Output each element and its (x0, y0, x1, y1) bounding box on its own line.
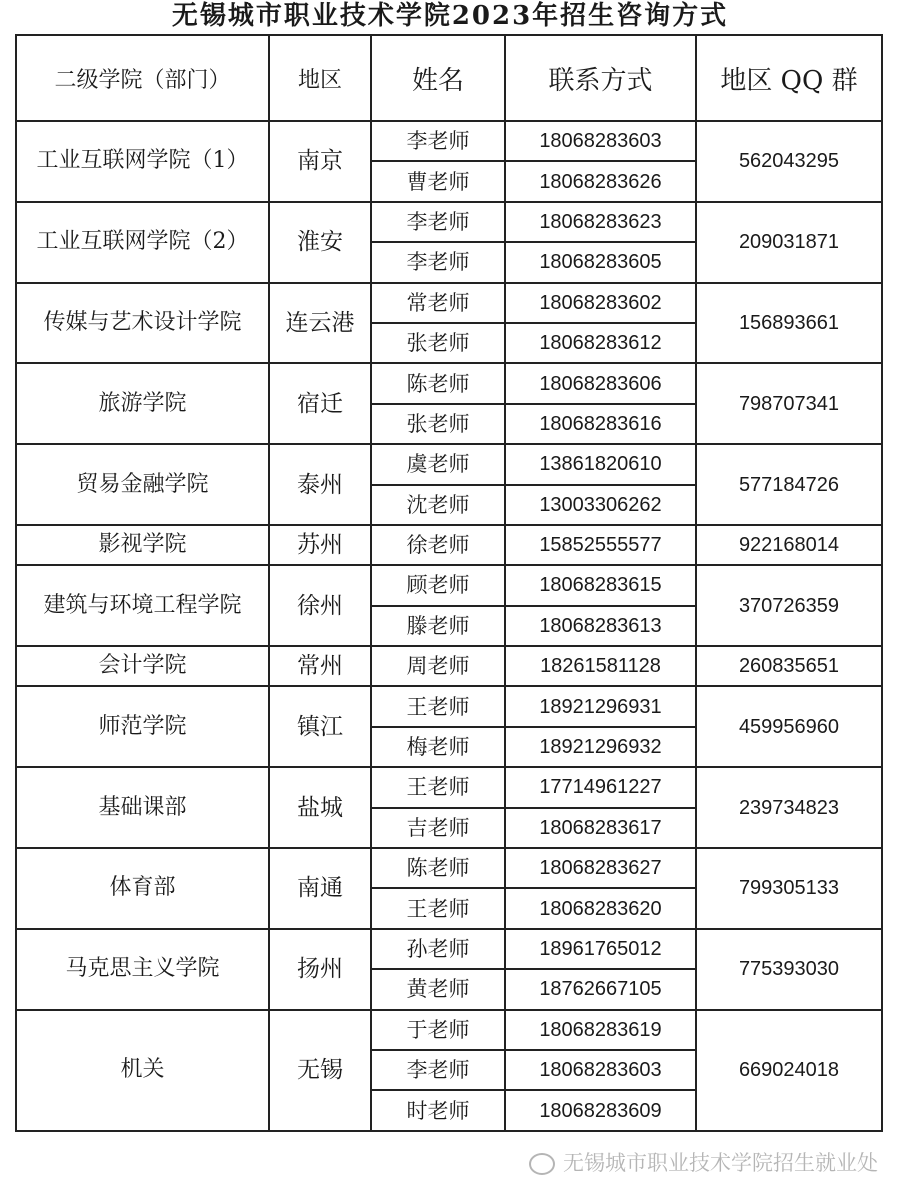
teacher-name-cell: 陈老师 (371, 848, 505, 888)
region-cell: 徐州 (269, 565, 371, 646)
document-title: 无锡城市职业技术学院2023年招生咨询方式 (171, 1, 729, 31)
region-cell: 淮安 (269, 202, 371, 283)
phone-cell: 18961765012 (505, 929, 696, 969)
phone-cell: 18068283612 (505, 323, 696, 363)
qq-group-cell: 562043295 (696, 121, 882, 202)
teacher-name-cell: 张老师 (371, 404, 505, 444)
phone-cell: 13003306262 (505, 485, 696, 525)
region-cell: 宿迁 (269, 363, 371, 444)
teacher-name-cell: 黄老师 (371, 969, 505, 1009)
teacher-name-cell: 王老师 (371, 767, 505, 807)
table-row (16, 202, 882, 242)
phone-cell: 18068283603 (505, 121, 696, 161)
teacher-name-cell: 张老师 (371, 323, 505, 363)
teacher-name-cell: 李老师 (371, 202, 505, 242)
qq-group-cell: 922168014 (696, 525, 882, 565)
department-cell: 贸易金融学院 (16, 444, 269, 525)
region-cell: 扬州 (269, 929, 371, 1010)
teacher-name-cell: 于老师 (371, 1010, 505, 1050)
phone-cell: 18068283602 (505, 283, 696, 323)
teacher-name-cell: 顾老师 (371, 565, 505, 605)
teacher-name-cell: 孙老师 (371, 929, 505, 969)
region-cell: 连云港 (269, 283, 371, 364)
teacher-name-cell: 陈老师 (371, 363, 505, 403)
qq-group-cell: 577184726 (696, 444, 882, 525)
department-cell: 影视学院 (16, 525, 269, 565)
region-cell: 南通 (269, 848, 371, 929)
department-cell: 会计学院 (16, 646, 269, 686)
region-cell: 苏州 (269, 525, 371, 565)
table-row (16, 686, 882, 726)
department-cell: 旅游学院 (16, 363, 269, 444)
qq-group-cell: 459956960 (696, 686, 882, 767)
region-cell: 盐城 (269, 767, 371, 848)
department-cell: 基础课部 (16, 767, 269, 848)
header-name: 姓名 (371, 35, 505, 121)
department-cell: 工业互联网学院（2） (16, 202, 269, 283)
qq-group-cell: 239734823 (696, 767, 882, 848)
contact-table (15, 34, 883, 1132)
header-contact: 联系方式 (505, 35, 696, 121)
teacher-name-cell: 时老师 (371, 1090, 505, 1130)
phone-cell: 18068283613 (505, 606, 696, 646)
qq-group-cell: 799305133 (696, 848, 882, 929)
teacher-name-cell: 李老师 (371, 1050, 505, 1090)
teacher-name-cell: 徐老师 (371, 525, 505, 565)
table-row (16, 767, 882, 807)
qq-group-cell: 260835651 (696, 646, 882, 686)
watermark (529, 1149, 878, 1177)
phone-cell: 17714961227 (505, 767, 696, 807)
phone-cell: 18261581128 (505, 646, 696, 686)
teacher-name-cell: 梅老师 (371, 727, 505, 767)
teacher-name-cell: 王老师 (371, 686, 505, 726)
phone-cell: 18068283603 (505, 1050, 696, 1090)
header-qq-group: 地区 QQ 群 (696, 35, 882, 121)
header-region: 地区 (269, 35, 371, 121)
watermark-text: 无锡城市职业技术学院招生就业处 (563, 1151, 878, 1175)
department-cell: 马克思主义学院 (16, 929, 269, 1010)
teacher-name-cell: 常老师 (371, 283, 505, 323)
qq-group-cell: 156893661 (696, 283, 882, 364)
table-body (16, 121, 882, 1131)
department-cell: 建筑与环境工程学院 (16, 565, 269, 646)
table-row (16, 646, 882, 686)
teacher-name-cell: 周老师 (371, 646, 505, 686)
table-row (16, 565, 882, 605)
phone-cell: 18068283619 (505, 1010, 696, 1050)
teacher-name-cell: 虞老师 (371, 444, 505, 484)
phone-cell: 15852555577 (505, 525, 696, 565)
department-cell: 工业互联网学院（1） (16, 121, 269, 202)
qq-group-cell: 669024018 (696, 1010, 882, 1131)
table-row (16, 929, 882, 969)
region-cell: 无锡 (269, 1010, 371, 1131)
teacher-name-cell: 李老师 (371, 242, 505, 282)
header-row (16, 35, 882, 121)
teacher-name-cell: 曹老师 (371, 161, 505, 201)
table-row (16, 363, 882, 403)
department-cell: 传媒与艺术设计学院 (16, 283, 269, 364)
table-row (16, 283, 882, 323)
table-row (16, 444, 882, 484)
header-department: 二级学院（部门） (16, 35, 269, 121)
region-cell: 泰州 (269, 444, 371, 525)
table-row (16, 848, 882, 888)
phone-cell: 18068283615 (505, 565, 696, 605)
qq-group-cell: 775393030 (696, 929, 882, 1010)
region-cell: 常州 (269, 646, 371, 686)
phone-cell: 18762667105 (505, 969, 696, 1009)
phone-cell: 18068283605 (505, 242, 696, 282)
phone-cell: 13861820610 (505, 444, 696, 484)
teacher-name-cell: 李老师 (371, 121, 505, 161)
phone-cell: 18068283626 (505, 161, 696, 201)
teacher-name-cell: 吉老师 (371, 808, 505, 848)
qq-group-cell: 209031871 (696, 202, 882, 283)
region-cell: 南京 (269, 121, 371, 202)
table-row (16, 121, 882, 161)
phone-cell: 18068283617 (505, 808, 696, 848)
phone-cell: 18068283623 (505, 202, 696, 242)
phone-cell: 18068283627 (505, 848, 696, 888)
phone-cell: 18921296931 (505, 686, 696, 726)
phone-cell: 18921296932 (505, 727, 696, 767)
teacher-name-cell: 王老师 (371, 888, 505, 928)
wechat-icon (529, 1153, 555, 1175)
phone-cell: 18068283620 (505, 888, 696, 928)
teacher-name-cell: 滕老师 (371, 606, 505, 646)
teacher-name-cell: 沈老师 (371, 485, 505, 525)
region-cell: 镇江 (269, 686, 371, 767)
phone-cell: 18068283606 (505, 363, 696, 403)
department-cell: 体育部 (16, 848, 269, 929)
qq-group-cell: 370726359 (696, 565, 882, 646)
department-cell: 机关 (16, 1010, 269, 1131)
table-row (16, 1010, 882, 1050)
department-cell: 师范学院 (16, 686, 269, 767)
phone-cell: 18068283609 (505, 1090, 696, 1130)
table-row (16, 525, 882, 565)
phone-cell: 18068283616 (505, 404, 696, 444)
qq-group-cell: 798707341 (696, 363, 882, 444)
